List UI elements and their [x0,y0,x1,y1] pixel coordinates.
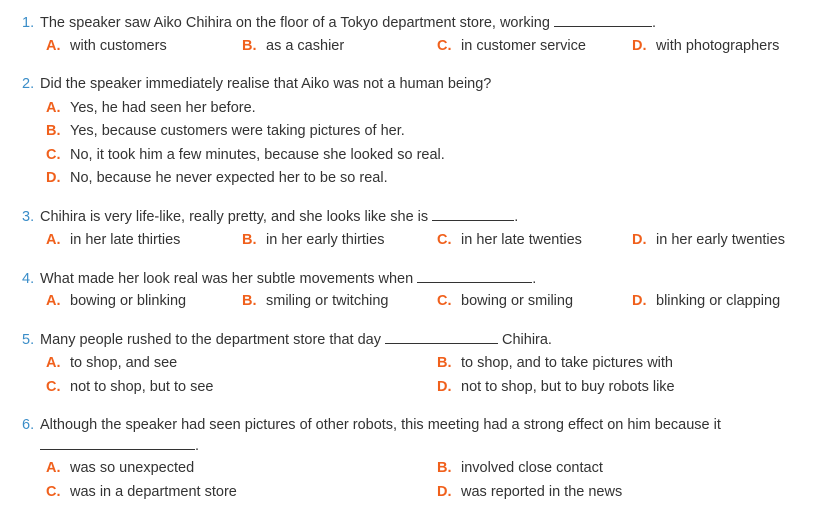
option-d[interactable] [632,293,780,309]
option-a[interactable] [46,460,194,476]
question-end: . [651,15,656,31]
option-text: as a cashier [266,38,345,54]
option-text: bowing or blinking [70,293,187,309]
question-6 [22,417,721,433]
option-c[interactable] [46,484,237,500]
option-text: not to shop, but to buy robots like [461,379,675,395]
option-text: was so unexpected [70,460,195,476]
option-letter: A. [46,232,61,248]
option-b[interactable] [242,232,384,248]
option-b[interactable] [242,293,389,309]
option-a[interactable] [46,100,256,116]
option-text: in her early twenties [656,232,785,248]
option-text: Yes, because customers were taking pictures of her. [70,123,405,139]
question-3 [22,208,518,225]
option-text: to shop, and to take pictures with [461,355,673,371]
option-text: in her early thirties [266,232,385,248]
option-text: No, it took him a few minutes, because she looked so real. [70,147,445,163]
option-letter: B. [437,460,452,476]
option-c[interactable] [437,38,586,54]
option-letter: A. [46,100,61,116]
option-text: No, because he never expected her to be so real. [70,170,388,186]
option-letter: C. [46,484,61,500]
question-text: Many people rushed to the department store that day [40,332,381,348]
answer-blank [554,14,652,27]
option-b[interactable] [437,460,603,476]
option-d[interactable] [46,170,388,186]
option-letter: A. [46,38,61,54]
question-text: Although the speaker had seen pictures of other robots, this meeting had a strong effect on him because it [40,417,721,433]
option-letter: B. [46,123,61,139]
option-text: not to shop, but to see [70,379,214,395]
question-end: . [195,438,200,454]
option-text: involved close contact [461,460,603,476]
question-number: 1. [22,15,35,31]
option-c[interactable] [46,147,445,163]
option-text: in customer service [461,38,586,54]
question-number: 5. [22,332,35,348]
option-c[interactable] [437,293,573,309]
option-letter: B. [242,232,257,248]
option-letter: B. [437,355,452,371]
option-text: Yes, he had seen her before. [70,100,256,116]
option-d[interactable] [632,38,779,54]
option-a[interactable] [46,38,167,54]
question-number: 3. [22,209,35,225]
option-d[interactable] [437,379,675,395]
question-6-blank-line [40,437,199,454]
option-letter: D. [437,379,452,395]
option-text: in her late twenties [461,232,582,248]
option-letter: D. [46,170,61,186]
question-5 [22,331,552,348]
option-c[interactable] [437,232,582,248]
option-letter: B. [242,293,257,309]
option-letter: C. [46,147,61,163]
option-letter: D. [632,293,647,309]
option-letter: A. [46,355,61,371]
option-letter: A. [46,460,61,476]
option-letter: A. [46,293,61,309]
option-letter: C. [437,293,452,309]
option-a[interactable] [46,355,177,371]
option-letter: D. [632,232,647,248]
option-d[interactable] [632,232,785,248]
option-b[interactable] [46,123,405,139]
question-2 [22,76,491,92]
answer-blank [432,208,514,221]
option-letter: C. [437,232,452,248]
question-4 [22,270,536,287]
question-text: Did the speaker immediately realise that Aiko was not a human being? [40,76,492,92]
option-letter: B. [242,38,257,54]
answer-blank [385,331,498,344]
option-letter: D. [632,38,647,54]
option-letter: C. [437,38,452,54]
question-text: Chihira is very life-like, really pretty, and she looks like she is [40,209,429,225]
option-letter: C. [46,379,61,395]
option-text: with customers [70,38,167,54]
option-d[interactable] [437,484,622,500]
question-end: Chihira. [502,332,552,348]
option-c[interactable] [46,379,214,395]
option-b[interactable] [242,38,344,54]
answer-blank [40,437,195,450]
question-number: 6. [22,417,35,433]
answer-blank [417,270,532,283]
option-text: in her late thirties [70,232,181,248]
question-text: What made her look real was her subtle movements when [40,271,414,287]
option-b[interactable] [437,355,673,371]
question-number: 4. [22,271,35,287]
option-letter: D. [437,484,452,500]
option-text: with photographers [656,38,780,54]
option-text: bowing or smiling [461,293,574,309]
question-end: . [514,209,519,225]
question-text: The speaker saw Aiko Chihira on the floor of a Tokyo department store, working [40,15,550,31]
option-text: smiling or twitching [266,293,389,309]
option-a[interactable] [46,232,180,248]
question-end: . [532,271,537,287]
option-text: blinking or clapping [656,293,781,309]
option-text: was in a department store [70,484,237,500]
question-1 [22,14,656,31]
option-text: to shop, and see [70,355,178,371]
question-number: 2. [22,76,35,92]
option-a[interactable] [46,293,186,309]
option-text: was reported in the news [461,484,623,500]
